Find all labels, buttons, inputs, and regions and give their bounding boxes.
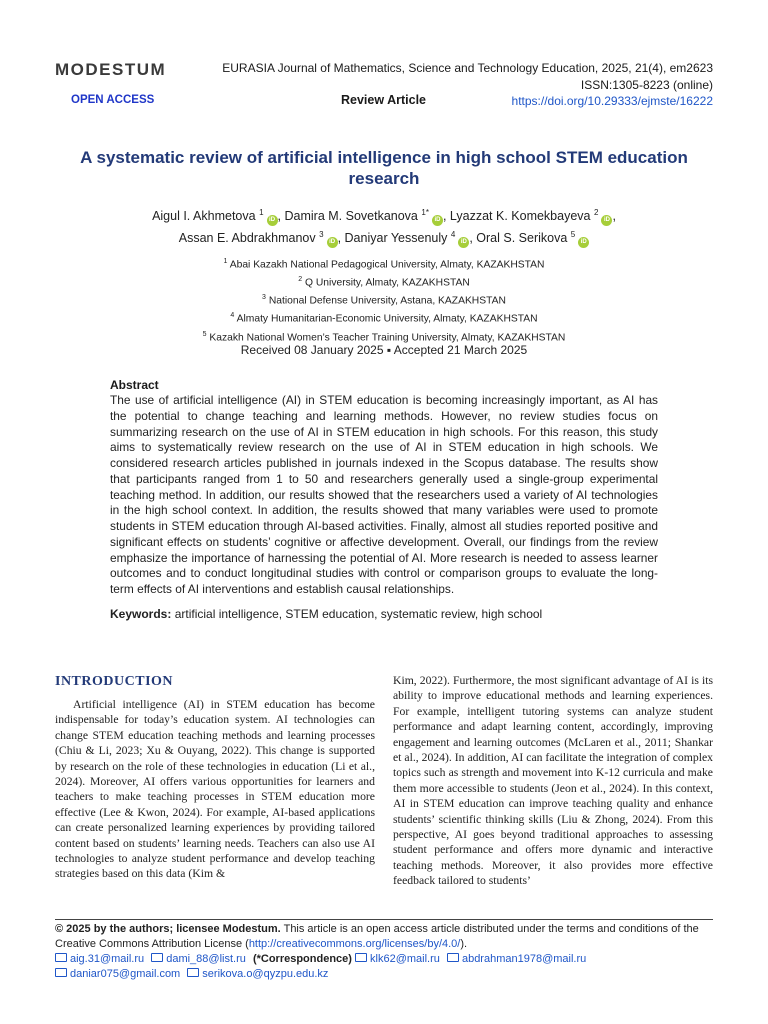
mail-icon: [447, 953, 459, 962]
journal-citation: EURASIA Journal of Mathematics, Science and Technology Education, 2025, 21(4), em2623: [222, 61, 713, 75]
mail-icon: [187, 968, 199, 977]
mail-icon: [151, 953, 163, 962]
email-link[interactable]: serikova.o@qyzpu.edu.kz: [202, 968, 329, 980]
email-link[interactable]: aig.31@mail.ru: [70, 953, 145, 965]
article-type: Review Article: [341, 93, 426, 107]
email-link[interactable]: klk62@mail.ru: [370, 953, 440, 965]
abstract-text: The use of artificial intelligence (AI) in STEM education is becoming increasingly important, as AI has the potential to change teaching and learning methods. However, no review studies focus on summarizing research on the use of AI in STEM education in high schools. For this reason, this study aims to systematically review research on the use of AI in STEM education in high schools. We considered research articles published in journals indexed in the Scopus database. The results show that participants ranged from 1 to 50 and researchers generally used a single-group experimental teaching method. In addition, our results showed that the researchers used a variety of AI technologies in the high school context. In addition, the results showed that many variables were used to promote students in STEM education through AI-based activities. Finally, almost all studies reported positive and significant effects on students’ cognitive or affective development. Overall, our findings from the review emphasize the importance of harnessing the potential of AI. More research is needed to assess learner outcomes and to conduct longitudinal studies with control or comparison groups to evaluate the long-term effects of AI interventions and establish causal relationships.: [110, 393, 658, 596]
body-column-right: [393, 673, 713, 889]
author: Daniyar Yessenuly $^4$iD ,: [345, 231, 473, 245]
keywords-label: Keywords:: [110, 606, 172, 621]
doi-link[interactable]: https://doi.org/10.29333/ejmste/16222: [511, 94, 713, 108]
email-link[interactable]: dami_88@list.ru: [166, 953, 246, 965]
footer-divider: [55, 919, 713, 920]
received-accepted-dates: Received 08 January 2025 ▪ Accepted 21 March 2025: [240, 343, 528, 357]
email-link[interactable]: daniar075@gmail.com: [70, 968, 181, 980]
affiliation: $^4$ Almaty Humanitarian-Economic University, Almaty, KAZAKHSTAN: [230, 312, 538, 325]
orcid-icon[interactable]: iD: [458, 237, 469, 248]
orcid-icon[interactable]: iD: [327, 237, 338, 248]
email-link[interactable]: abdrahman1978@mail.ru: [461, 953, 587, 965]
orcid-icon[interactable]: iD: [601, 215, 612, 226]
affiliation: $^1$ Abai Kazakh National Pedagogical University, Almaty, KAZAKHSTAN: [223, 258, 545, 271]
open-access-label: OPEN ACCESS: [71, 94, 155, 106]
author: Assan E. Abdrakhmanov $^3$iD ,: [179, 231, 341, 245]
mail-icon: [355, 953, 367, 962]
email-line: [55, 967, 715, 982]
affiliation: $^5$ Kazakh National Women’s Teacher Training University, Almaty, KAZAKHSTAN: [202, 330, 566, 343]
mail-icon: [55, 953, 67, 962]
affiliation-list: [100, 255, 668, 346]
affiliation: $^2$ Q University, Almaty, KAZAKHSTAN: [298, 276, 470, 289]
issn: ISSN:1305-8223 (online): [580, 78, 713, 92]
license-link[interactable]: http://creativecommons.org/licenses/by/4.0/: [248, 938, 461, 950]
author: Lyazzat K. Komekbayeva $^2$iD ,: [450, 209, 616, 223]
license-note: © 2025 by the authors; licensee Modestum. This article is an open access article distributed under the terms and conditions of the Creative Commons Attribution License (http://creativecommons.org/licenses/by/4.0/).: [55, 923, 699, 950]
orcid-icon[interactable]: iD: [578, 237, 589, 248]
abstract: [110, 377, 658, 621]
author: Aigul I. Akhmetova $^1$iD ,: [152, 209, 281, 223]
author-list: [80, 204, 688, 248]
author: Damira M. Sovetkanova $^{1*}$iD ,: [285, 209, 447, 223]
orcid-icon[interactable]: iD: [432, 215, 443, 226]
body-column-left: [55, 673, 375, 882]
keywords-text: artificial intelligence, STEM education, systematic review, high school: [174, 606, 543, 621]
author: Oral S. Serikova $^5$iD: [476, 231, 589, 245]
abstract-heading: Abstract: [110, 378, 159, 392]
body-paragraph: Artificial intelligence (AI) in STEM education has become indispensable for today’s education system. AI technologies can change STEM education teaching methods and learning processes (Chiu & Li, 2023; Xu & Ouyang, 2022). This change is supported by research on the role of these technologies in education (Li et al., 2024). Moreover, AI offers various opportunities for learners and teachers to make teaching processes in STEM education more effective (Lee & Kwon, 2024). For example, AI-based applications can create personalized learning experiences by providing tailored content based on students’ learning needs. Teachers can also use AI technologies to analyze student performance and develop teaching strategies based on this data (Kim &: [55, 698, 375, 881]
body-paragraph: Kim, 2022). Furthermore, the most significant advantage of AI is its ability to improve educational methods and learning experiences. For example, intelligent tutoring systems can analyze student performance and adapt learning content, accordingly, improving engagement and learning outcomes (McLaren et al., 2011; Shankar et al., 2024). In addition, AI can facilitate the integration of complex topics such as strength and movement into K-12 curricula and make them more accessible to students (Jeon et al., 2024). In this context, AI in STEM education can improve teaching quality and enhance students’ scientific thinking skills (Liu & Zhong, 2024). From this perspective, AI goes beyond traditional approaches to assessing student performance and offers more dynamic and interactive teaching methods. Moreover, it also provides more effective feedback tailored to students’: [393, 674, 713, 888]
section-heading: INTRODUCTION: [55, 674, 174, 689]
correspondence-label: (*Correspondence): [252, 953, 352, 965]
page-header: [55, 60, 713, 110]
keywords: [110, 607, 658, 621]
email-line: [55, 952, 715, 967]
page-footer: [55, 922, 715, 982]
affiliation: $^3$ National Defense University, Astana, KAZAKHSTAN: [262, 294, 506, 307]
article-title: A systematic review of artificial intelligence in high school STEM education research: [80, 148, 688, 188]
mail-icon: [55, 968, 67, 977]
orcid-icon[interactable]: iD: [267, 215, 278, 226]
publisher-logo: MODESTUM: [55, 60, 167, 79]
